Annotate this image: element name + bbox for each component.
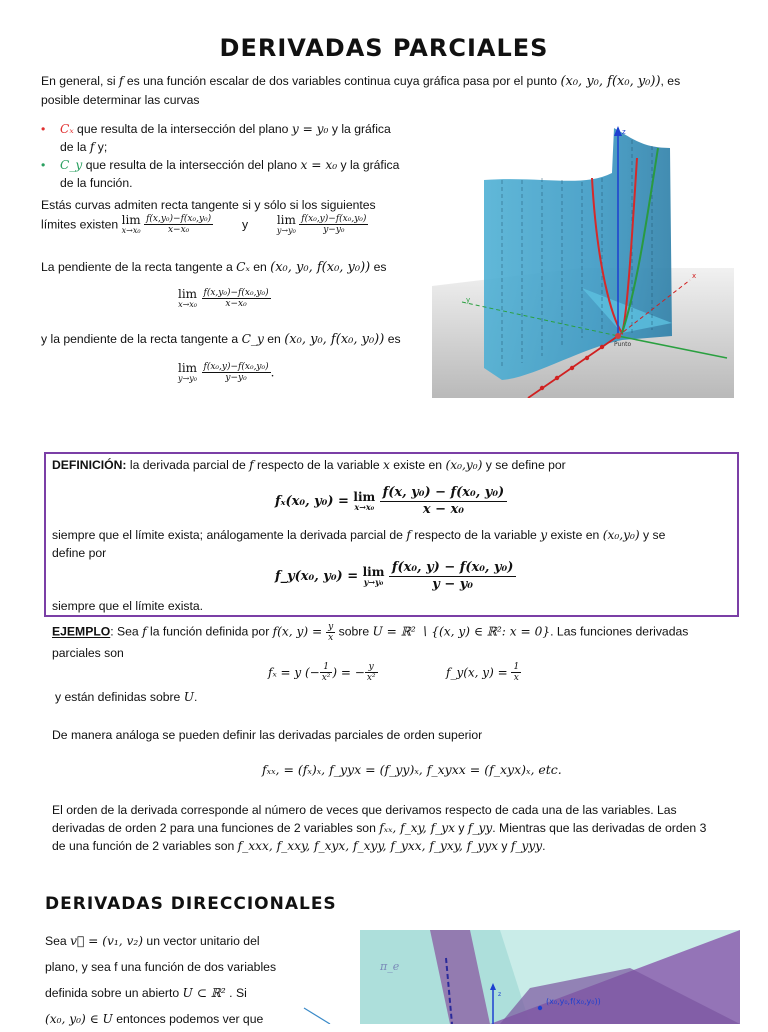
math-second-order: fₓₓ, f_xy, f_yx <box>379 821 456 835</box>
curves-list <box>41 120 426 192</box>
bullet-text: y la gráfica <box>337 158 400 172</box>
example-label: EJEMPLO <box>52 624 111 639</box>
slope-text: es <box>384 332 401 346</box>
limit-x-fraction <box>144 214 213 235</box>
example-text: . Las funciones derivadas <box>550 624 689 639</box>
frac <box>365 662 378 683</box>
math-cx: Cₓ <box>60 122 74 136</box>
lim-word: lim <box>362 565 385 579</box>
order-text: y <box>497 839 511 853</box>
lim-word: lim <box>353 490 376 504</box>
lim-sub: y→y₀ <box>363 577 384 587</box>
dir-text: entonces podemos ver que <box>112 1012 264 1026</box>
math-point: (x₀, y₀, f(x₀, y₀)) <box>270 260 371 275</box>
slope-y-fraction <box>202 362 271 383</box>
dir-text: definida sobre un abierto <box>45 986 183 1000</box>
surface-plot <box>432 118 734 398</box>
frac-den: x <box>328 633 334 643</box>
frac-num: f(x₀, y) − f(x₀, y₀) <box>389 560 517 577</box>
frac-den: y−y₀ <box>225 373 247 383</box>
math-u: U <box>183 690 195 704</box>
y-axis-label: y <box>466 296 471 304</box>
bullet-text: de la <box>60 140 90 154</box>
limit-x <box>122 214 141 235</box>
frac-num: f(x,y₀)−f(x₀,y₀) <box>203 288 269 298</box>
math-fyy: f_yy <box>467 821 493 835</box>
definition-line-4: siempre que el límite exista. <box>52 599 204 613</box>
example-text: : Sea <box>110 624 143 639</box>
fy-fraction <box>389 560 517 593</box>
fx-definition <box>275 485 507 518</box>
definition-label: DEFINICIÓN: <box>52 458 127 472</box>
bullet-icon: • <box>41 158 46 172</box>
limits-text: Estás curvas admiten recta tangente si y sólo si los siguientes <box>41 198 376 212</box>
example-fx <box>268 662 378 683</box>
math-fx: fₓ = y (− <box>268 665 320 680</box>
math-fyyy: f_yyy <box>510 839 543 853</box>
bullet-text: y; <box>94 140 108 154</box>
section-title-directional: DERIVADAS DIRECCIONALES <box>45 894 337 914</box>
math-y: y <box>540 528 548 542</box>
lim-sub: y→y₀ <box>276 226 296 235</box>
math-cx: Cₓ <box>236 260 250 274</box>
def-text: existe en <box>389 458 446 472</box>
order-text: El orden de la derivada corresponde al número de veces que derivamos respecto de cada una de las variables. Las <box>52 803 677 817</box>
slope-text: en <box>249 260 271 274</box>
math-f: f <box>142 624 147 639</box>
frac-num: y <box>365 662 378 673</box>
directional-figure <box>300 928 740 1024</box>
fy-lhs: f_y(x₀, y₀) = <box>275 569 359 584</box>
conj-y: y <box>241 217 249 232</box>
limit-y <box>363 566 385 587</box>
example-text: sobre <box>335 624 373 639</box>
list-item <box>41 156 426 192</box>
frac-den: x−x₀ <box>225 299 247 309</box>
directional-paragraph <box>45 928 300 1032</box>
limit-y-fraction <box>299 214 368 235</box>
math-fy: f_y(x, y) = <box>446 665 512 680</box>
order-text: y <box>455 821 468 835</box>
lim-sub: x→x₀ <box>354 502 375 512</box>
math-point: (x₀, y₀, f(x₀, y₀)) <box>284 332 385 347</box>
point-label: Punto <box>614 341 632 348</box>
def-text: la derivada parcial de <box>126 458 250 472</box>
frac-den: y − y₀ <box>432 577 473 592</box>
slope-text: es <box>370 260 387 274</box>
lim-word: lim <box>178 287 198 301</box>
math-f: f <box>118 74 124 88</box>
frac-num: 1 <box>513 662 520 672</box>
limit-x <box>353 491 375 512</box>
math-eq: x = x₀ <box>300 158 338 172</box>
math-third-order: f_xxx, f_xxy, f_xyx, f_xyy, f_yxx, f_yxy, f_yyx <box>237 839 498 853</box>
slope-y-formula: lim y→y₀ $\frac{\text{f(x₀,y)−f(x₀,y₀)}}{\text{y−y₀}}$ . <box>178 361 275 383</box>
slope-x-text <box>41 258 431 277</box>
frac-den: y−y₀ <box>323 225 345 235</box>
intro-text: En general, si <box>41 74 119 88</box>
intro-paragraph <box>41 72 741 109</box>
limits-row <box>41 214 431 248</box>
lim-sub: x→x₀ <box>178 300 197 309</box>
directional-plot <box>300 928 740 1024</box>
slope-text: y la pendiente de la recta tangente a <box>41 332 242 346</box>
bullet-text: que resulta de la intersección del plano <box>82 158 301 172</box>
math-fx-mid: ) = − <box>332 665 365 680</box>
lim-word: lim <box>178 361 198 375</box>
point-marker <box>538 1006 542 1010</box>
lim-sub: y→y₀ <box>178 374 197 383</box>
math-cy: C_y <box>60 158 83 172</box>
intro-text: es una función escalar de dos variables continua cuya gráfica pasa por el punto <box>123 74 561 88</box>
frac <box>511 662 521 683</box>
slope-x-formula <box>178 288 271 309</box>
math-eq: f(x, y) = <box>272 624 327 639</box>
surface-figure <box>432 118 734 398</box>
def-text: y se define por <box>482 458 566 472</box>
example-fy <box>446 662 521 683</box>
example-text: la función definida por <box>146 624 273 639</box>
z-axis-label: z <box>622 128 626 136</box>
slope-x-fraction <box>202 288 271 309</box>
lim-word: lim <box>121 213 141 227</box>
frac-num: f(x,y₀)−f(x₀,y₀) <box>146 214 212 224</box>
def-text: existe en <box>547 528 603 542</box>
intro-text: posible determinar las curvas <box>41 93 200 107</box>
limit-y <box>277 214 296 235</box>
lim-sub: x→x₀ <box>121 226 141 235</box>
math-x: x <box>383 458 390 472</box>
math-point: (x₀,y₀) <box>602 528 640 542</box>
dir-line <box>45 928 300 954</box>
math-vector: v⃗ = (v₁, v₂) <box>70 934 144 948</box>
limit-x <box>178 288 197 309</box>
math-set: U ⊂ ℝ² <box>182 986 226 1000</box>
frac-num: 1 <box>320 662 333 673</box>
slope-text: La pendiente de la recta tangente a <box>41 260 237 274</box>
slope-text: en <box>263 332 285 346</box>
dir-text: Sea <box>45 934 71 948</box>
math-point: (x₀,y₀) <box>445 458 483 472</box>
math-cy: C_y <box>241 332 264 346</box>
definition-line-1 <box>52 456 732 474</box>
def-text: respecto de la variable <box>253 458 384 472</box>
frac-num: f(x₀,y)−f(x₀,y₀) <box>203 362 269 372</box>
def-text: respecto de la variable <box>410 528 541 542</box>
page-title: DERIVADAS PARCIALES <box>219 34 549 62</box>
bullet-text: que resulta de la intersección del plano <box>73 122 292 136</box>
definition-line-2 <box>52 526 732 562</box>
example-line-3 <box>55 688 197 706</box>
math-point: (x₀, y₀) ∈ U <box>45 1012 113 1026</box>
intro-text: , es <box>660 74 681 88</box>
order-text: de una función de 2 variables son <box>52 839 238 853</box>
math-f: f <box>89 140 95 154</box>
dir-line <box>45 980 300 1006</box>
math-eq: y = y₀ <box>291 122 329 136</box>
example-fraction <box>326 622 335 643</box>
def-text: y se <box>639 528 666 542</box>
dir-line <box>45 1006 300 1032</box>
frac-den: x² <box>366 673 376 683</box>
math-f: f <box>406 528 411 542</box>
list-item <box>41 120 426 156</box>
tangent-point <box>615 333 621 339</box>
dir-text: un vector unitario del <box>143 934 260 948</box>
higher-order-equation: fₓₓ, = (fₓ)ₓ, f_yyx = (f_yy)ₓ, f_xyxx = (f_xyx)ₓ, etc. <box>262 762 562 777</box>
def-text: define por <box>52 546 107 560</box>
math-set: U = ℝ² ∖ {(x, y) ∈ ℝ²: x = 0} <box>372 624 551 639</box>
lim-word: lim <box>276 213 296 227</box>
bullet-text: de la función. <box>60 176 133 190</box>
limit-y <box>178 362 197 383</box>
limits-text: límites existen <box>41 217 119 232</box>
frac <box>320 662 333 683</box>
fx-fraction <box>380 485 508 518</box>
x-axis-label: x <box>692 272 697 280</box>
example-text: . <box>194 690 198 704</box>
limits-paragraph <box>41 196 431 214</box>
example-text: y están definidas sobre <box>55 690 184 704</box>
frac-den: x − x₀ <box>422 502 464 517</box>
order-text: derivadas de orden 2 para una funciones de 2 variables son <box>52 821 380 835</box>
frac-num: f(x, y₀) − f(x₀, y₀) <box>380 485 508 502</box>
frac-num: f(x₀,y)−f(x₀,y₀) <box>301 214 367 224</box>
frac-den: x² <box>321 673 331 683</box>
bullet-text: y la gráfica <box>328 122 391 136</box>
frac-num: y <box>328 622 334 632</box>
bullet-icon: • <box>41 122 46 136</box>
plane-label: π_e <box>380 960 400 973</box>
fy-definition <box>275 560 516 593</box>
math-point: (x₀, y₀, f(x₀, y₀)) <box>560 74 661 89</box>
order-text: . <box>542 839 546 853</box>
frac-den: x−x₀ <box>167 225 190 235</box>
pointer-line <box>304 1008 330 1024</box>
def-text: siempre que el límite exista; análogamente la derivada parcial de <box>52 528 407 542</box>
higher-order-text: De manera análoga se pueden definir las derivadas parciales de orden superior <box>52 728 483 742</box>
order-paragraph <box>52 801 742 855</box>
example-line-2: parciales son <box>52 646 124 660</box>
order-text: . Mientras que las derivadas de orden 3 <box>492 821 707 835</box>
slope-y-text <box>41 330 431 349</box>
z-label: z <box>498 991 502 998</box>
frac-den: x <box>513 673 519 683</box>
dir-text: . Si <box>225 986 247 1000</box>
fx-lhs: fₓ(x₀, y₀) = <box>275 494 349 509</box>
dir-line: plano, y sea f una función de dos variables <box>45 960 277 974</box>
example-paragraph <box>52 622 742 643</box>
point-label: (x₀,y₀,f(x₀,y₀)) <box>546 997 601 1006</box>
math-f: f <box>249 458 254 472</box>
